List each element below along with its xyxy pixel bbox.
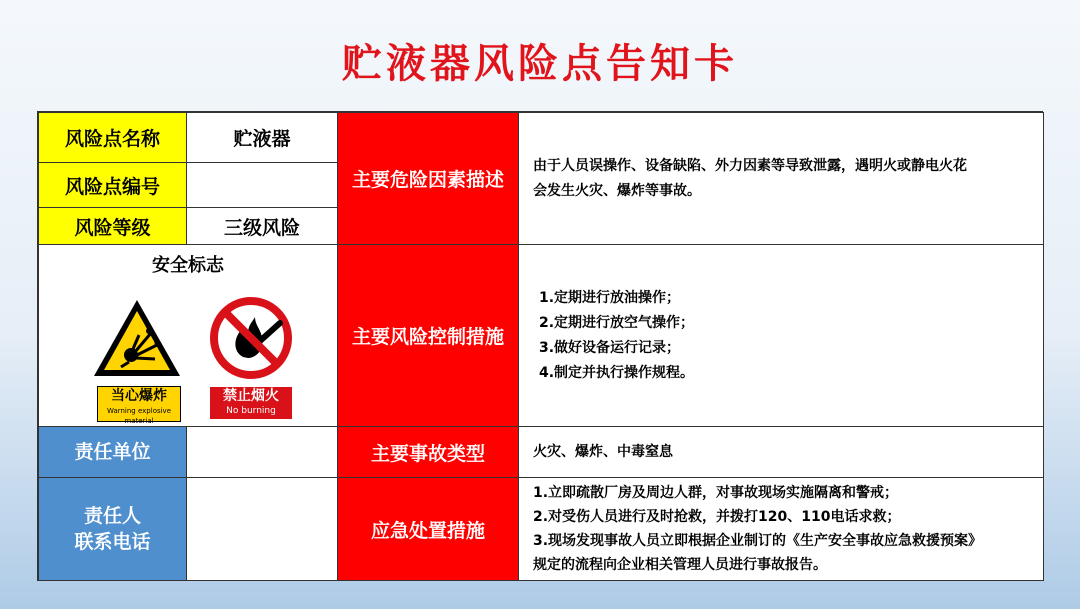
emergency-item: 2.对受伤人员进行及时抢救，并拨打120、110电话求救；	[533, 509, 901, 525]
explosion-warning-icon	[91, 297, 183, 379]
hazard-description	[518, 112, 1044, 245]
control-item: 3.做好设备运行记录；	[539, 339, 681, 356]
control-item: 4.制定并执行操作规程。	[539, 364, 695, 381]
no-fire-sign-caption	[210, 387, 292, 419]
safety-signs-title: 安全标志	[152, 255, 224, 276]
emergency-label: 应急处置措施	[337, 477, 519, 581]
risk-code-value	[186, 162, 338, 208]
responsible-contact-value	[186, 477, 338, 581]
risk-card	[37, 111, 1043, 581]
page-title: 贮液器风险点告知卡	[342, 41, 738, 87]
control-label: 主要风险控制措施	[337, 244, 519, 427]
responsible-unit-value	[186, 426, 338, 478]
control-item: 1.定期进行放油操作；	[539, 289, 681, 306]
risk-level-value: 三级风险	[186, 207, 338, 245]
responsible-unit-label-text: 责任单位	[74, 441, 151, 463]
risk-name-label: 风险点名称	[38, 112, 187, 163]
control-item: 2.定期进行放空气操作；	[539, 314, 695, 331]
safety-signs-panel	[38, 244, 338, 427]
emergency-measures	[518, 477, 1044, 581]
risk-code-label: 风险点编号	[38, 162, 187, 208]
emergency-item: 3.现场发现事故人员立即根据企业制订的《生产安全事故应急救援预案》	[533, 533, 983, 549]
risk-name-value: 贮液器	[186, 112, 338, 163]
no-fire-sign-text: 禁止烟火	[223, 388, 279, 404]
accident-types: 火灾、爆炸、中毒窒息	[518, 426, 1044, 478]
risk-level-label: 风险等级	[38, 207, 187, 245]
no-fire-sign-subtext: No burning	[226, 406, 276, 416]
emergency-item: 1.立即疏散厂房及周边人群，对事故现场实施隔离和警戒；	[533, 485, 899, 501]
hazard-line: 会发生火灾、爆炸等事故。	[533, 182, 701, 199]
explosion-sign-text: 当心爆炸	[111, 388, 167, 404]
contact-label-line2: 联系电话	[74, 531, 151, 553]
control-measures	[518, 244, 1044, 427]
responsible-contact-label	[38, 477, 187, 581]
responsible-unit-label	[38, 426, 187, 478]
hazard-line: 由于人员误操作、设备缺陷、外力因素等导致泄露，遇明火或静电火花	[533, 157, 967, 174]
no-fire-icon	[208, 295, 294, 381]
explosion-sign-caption	[97, 386, 181, 425]
explosion-sign-subtext: Warning explosive material	[106, 407, 172, 425]
hazard-label: 主要危险因素描述	[337, 112, 519, 245]
contact-label-line1: 责任人	[83, 505, 141, 527]
accident-label: 主要事故类型	[337, 426, 519, 478]
emergency-item: 规定的流程向企业相关管理人员进行事故报告。	[533, 557, 827, 573]
